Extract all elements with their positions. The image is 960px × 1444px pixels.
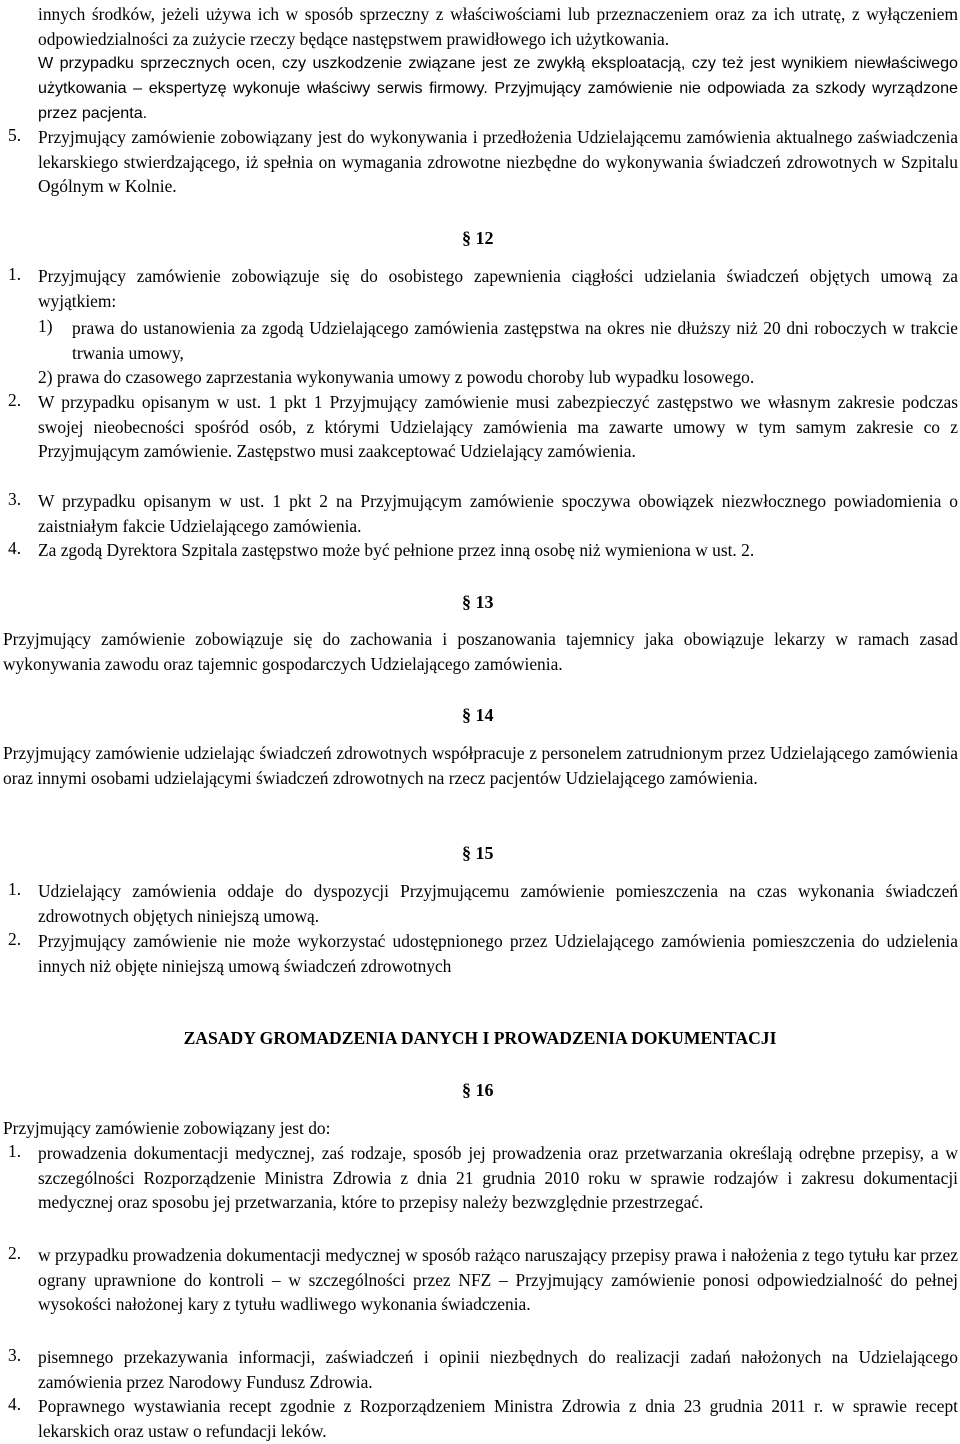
item-number: 2. bbox=[8, 390, 22, 410]
paragraph-s16-intro: Przyjmujący zamówienie zobowiązany jest do: bbox=[3, 1118, 331, 1138]
item-number: 2. bbox=[8, 929, 22, 949]
section-number-15: § 15 bbox=[462, 843, 494, 863]
section-number-13: § 13 bbox=[462, 592, 494, 612]
paragraph-s12-subitem-2: 2) prawa do czasowego zaprzestania wykonywania umowy z powodu choroby lub wypadku losowego. bbox=[38, 367, 755, 387]
paragraph-service-clause: W przypadku sprzecznych ocen, czy uszkodzenie związane jest ze zwykłą eksploatacją, czy też jest wynikiem niewłaściwego użytkowania – ekspertyzę wykonuje właściwy serwis firmowy. Przyjmujący zamówienie nie odpowiada za szkody wyrządzone przez pacjenta. bbox=[38, 54, 958, 122]
paragraph-s14: Przyjmujący zamówienie udzielając świadczeń zdrowotnych współpracuje z personelem zatrudnionym przez Udzielającego zamówienia oraz innymi osobami udzielającymi świadczeń zdrowotnych na rzecz pacjentów Udzielającego zamówienia. bbox=[3, 743, 958, 788]
item-number: 1) bbox=[38, 316, 53, 336]
paragraph-s16-item-4: Poprawnego wystawiania recept zgodnie z Rozporządzeniem Ministra Zdrowia z dnia 23 grudnia 2011 r. w sprawie recept lekarskich oraz ustaw o refundacji leków. bbox=[38, 1396, 958, 1441]
paragraph-s15-item-2: Przyjmujący zamówienie nie może wykorzystać udostępnionego przez Udzielającego zamówienia pomieszczenia do udzielenia innych niż objęte niniejszą umową świadczeń zdrowotnych bbox=[38, 931, 958, 976]
item-number: 3. bbox=[8, 1345, 22, 1365]
paragraph-s12-item-4: Za zgodą Dyrektora Szpitala zastępstwo może być pełnione przez inną osobę niż wymieniona w ust. 2. bbox=[38, 540, 755, 560]
section-heading: ZASADY GROMADZENIA DANYCH I PROWADZENIA DOKUMENTACJI bbox=[183, 1028, 777, 1048]
item-number: 4. bbox=[8, 538, 22, 558]
paragraph-s16-item-1: prowadzenia dokumentacji medycznej, zaś rodzaje, sposób jej prowadzenia oraz przetwarzania określają odrębne przepisy, a w szczególności Rozporządzenie Ministra Zdrowia z dnia 21 grudnia 2010 roku w sprawie rodzajów i zakresu dokumentacji medycznej oraz sposobu jej przetwarzania, które to przepisy należy bezwzględnie przestrzegać. bbox=[38, 1143, 958, 1213]
paragraph-s12-subitem-1: prawa do ustanowienia za zgodą Udzielającego zamówienia zastępstwa na okres nie dłuższy niż 20 dni roboczych w trakcie trwania umowy, bbox=[72, 318, 958, 363]
paragraph-s16-item-2: w przypadku prowadzenia dokumentacji medycznej w sposób rażąco naruszający przepisy prawa i nałożenia z tego tytułu kar przez ograny uprawnione do kontroli – w szczególności przez NFZ – Przyjmujący zamówienie ponosi odpowiedzialność do pełnej wysokości nałożonej kary z tytułu wadliwego wykonania świadczenia. bbox=[38, 1245, 958, 1315]
item-number: 1. bbox=[8, 264, 22, 284]
section-number-16: § 16 bbox=[462, 1080, 494, 1100]
item-number: 5. bbox=[8, 125, 22, 145]
paragraph-s16-item-3: pisemnego przekazywania informacji, zaświadczeń i opinii niezbędnych do realizacji zadań nałożonych na Udzielającego zamówienia przez Narodowy Fundusz Zdrowia. bbox=[38, 1347, 958, 1392]
item-number: 1. bbox=[8, 1141, 22, 1161]
paragraph-item-5: Przyjmujący zamówienie zobowiązany jest do wykonywania i przedłożenia Udzielającemu zamówienia aktualnego zaświadczenia lekarskiego stwierdzającego, iż spełnia on wymagania zdrowotne niezbędne do wykonywania świadczeń zdrowotnych w Szpitalu Ogólnym w Kolnie. bbox=[38, 127, 958, 197]
paragraph-s15-item-1: Udzielający zamówienia oddaje do dyspozycji Przyjmującemu zamówienie pomieszczenia na czas wykonania świadczeń zdrowotnych objętych niniejszą umową. bbox=[38, 881, 958, 926]
item-number: 2. bbox=[8, 1243, 22, 1263]
section-number-12: § 12 bbox=[462, 228, 494, 248]
paragraph-s12-item-1: Przyjmujący zamówienie zobowiązuje się do osobistego zapewnienia ciągłości udzielania świadczeń objętych umową za wyjątkiem: bbox=[38, 266, 958, 311]
paragraph-s13: Przyjmujący zamówienie zobowiązuje się do zachowania i poszanowania tajemnicy jaka obowiązuje lekarzy w ramach zasad wykonywania zawodu oraz tajemnic gospodarczych Udzielającego zamówienia. bbox=[3, 629, 958, 674]
paragraph-s12-item-3: W przypadku opisanym w ust. 1 pkt 2 na Przyjmującym zamówienie spoczywa obowiązek niezwłocznego powiadomienia o zaistniałym fakcie Udzielającego zamówienia. bbox=[38, 491, 958, 536]
item-number: 4. bbox=[8, 1394, 22, 1414]
item-number: 3. bbox=[8, 489, 22, 509]
paragraph-s12-item-2: W przypadku opisanym w ust. 1 pkt 1 Przyjmujący zamówienie musi zabezpieczyć zastępstwo we własnym zakresie podczas swojej nieobecności spośród osób, z którymi Udzielający zamówienia ma zawarte umowy w tym samym zakresie co z Przyjmującym zamówienie. Zastępstwo musi zaakceptować Udzielający zamówienia. bbox=[38, 392, 958, 462]
item-number: 1. bbox=[8, 879, 22, 899]
paragraph-continuation: innych środków, jeżeli używa ich w sposób sprzeczny z właściwościami lub przeznaczeniem oraz za ich utratę, z wyłączeniem odpowiedzialności za zużycie rzeczy będące następstwem prawidłowego ich użytkowania. bbox=[38, 4, 958, 49]
section-number-14: § 14 bbox=[462, 705, 494, 725]
